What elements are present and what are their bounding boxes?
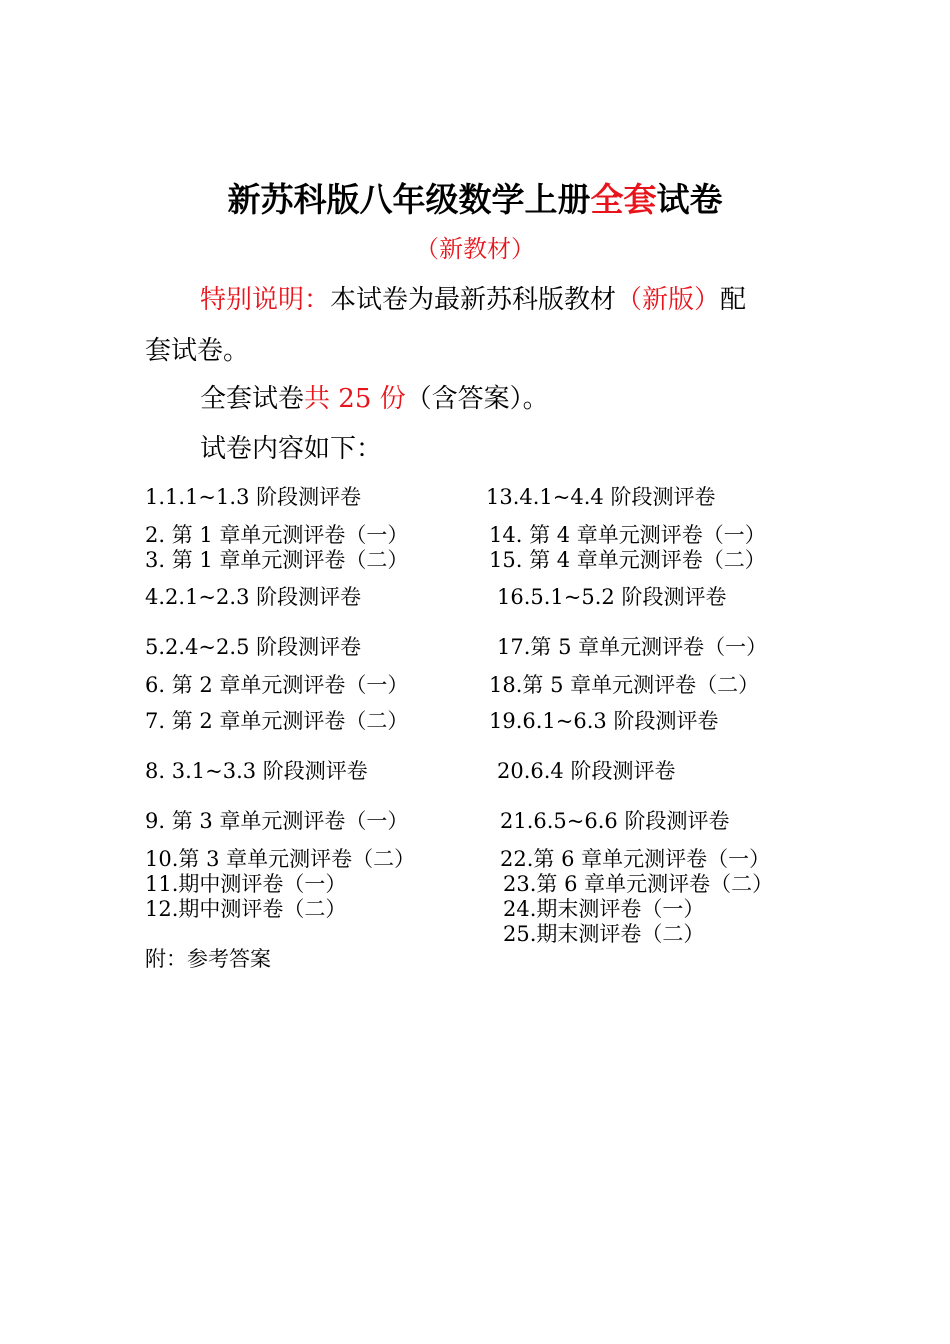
list-item: 20.6.4 阶段测评卷 (497, 759, 676, 783)
special-note-highlight: （新版） (616, 285, 721, 315)
paper-count-suffix: （含答案）。 (405, 384, 549, 414)
list-item: 17.第 5 章单元测评卷（一） (497, 635, 768, 659)
list-item: 4.2.1~2.3 阶段测评卷 (145, 585, 362, 609)
list-item: 7. 第 2 章单元测评卷（二） (145, 709, 409, 733)
document-subtitle: （新教材） (415, 235, 535, 263)
list-item: 23.第 6 章单元测评卷（二） (503, 872, 774, 896)
list-item: 5.2.4~2.5 阶段测评卷 (145, 635, 362, 659)
list-item: 24.期末测评卷（一） (503, 897, 705, 921)
list-item: 8. 3.1~3.3 阶段测评卷 (145, 759, 368, 783)
list-item: 6. 第 2 章单元测评卷（一） (145, 673, 409, 697)
list-item: 19.6.1~6.3 阶段测评卷 (489, 709, 719, 733)
special-note-text-1: 本试卷为最新苏科版教材 (330, 285, 617, 315)
list-item: 11.期中测评卷（一） (145, 872, 347, 896)
list-item: 1.1.1~1.3 阶段测评卷 (145, 485, 362, 509)
list-item: 16.5.1~5.2 阶段测评卷 (497, 585, 727, 609)
list-item: 18.第 5 章单元测评卷（二） (489, 673, 760, 697)
list-item: 22.第 6 章单元测评卷（一） (500, 847, 771, 871)
list-item: 14. 第 4 章单元测评卷（一） (489, 523, 766, 547)
special-note-label: 特别说明： (200, 285, 331, 315)
list-item: 15. 第 4 章单元测评卷（二） (489, 548, 766, 572)
special-note-text-2: 配 (720, 285, 747, 315)
paper-count-highlight: 共 25 份 (304, 384, 406, 414)
special-note-line-2: 套试卷。 (145, 336, 250, 366)
list-item: 10.第 3 章单元测评卷（二） (145, 847, 416, 871)
title-part-3: 试卷 (656, 180, 723, 219)
list-item: 9. 第 3 章单元测评卷（一） (145, 809, 409, 833)
list-item: 12.期中测评卷（二） (145, 897, 347, 921)
special-note-line-1 (200, 282, 746, 318)
paper-count (200, 381, 549, 417)
contents-heading: 试卷内容如下： (200, 434, 383, 464)
list-item: 2. 第 1 章单元测评卷（一） (145, 523, 409, 547)
paper-count-prefix: 全套试卷 (200, 384, 305, 414)
list-item: 25.期末测评卷（二） (503, 922, 705, 946)
document-title (0, 176, 950, 224)
list-item: 13.4.1~4.4 阶段测评卷 (486, 485, 716, 509)
title-part-1: 新苏科版八年级数学上册 (227, 180, 591, 219)
list-item: 3. 第 1 章单元测评卷（二） (145, 548, 409, 572)
appendix-note: 附：参考答案 (145, 947, 271, 971)
title-part-2-highlight: 全套 (590, 180, 657, 219)
list-item: 21.6.5~6.6 阶段测评卷 (500, 809, 730, 833)
